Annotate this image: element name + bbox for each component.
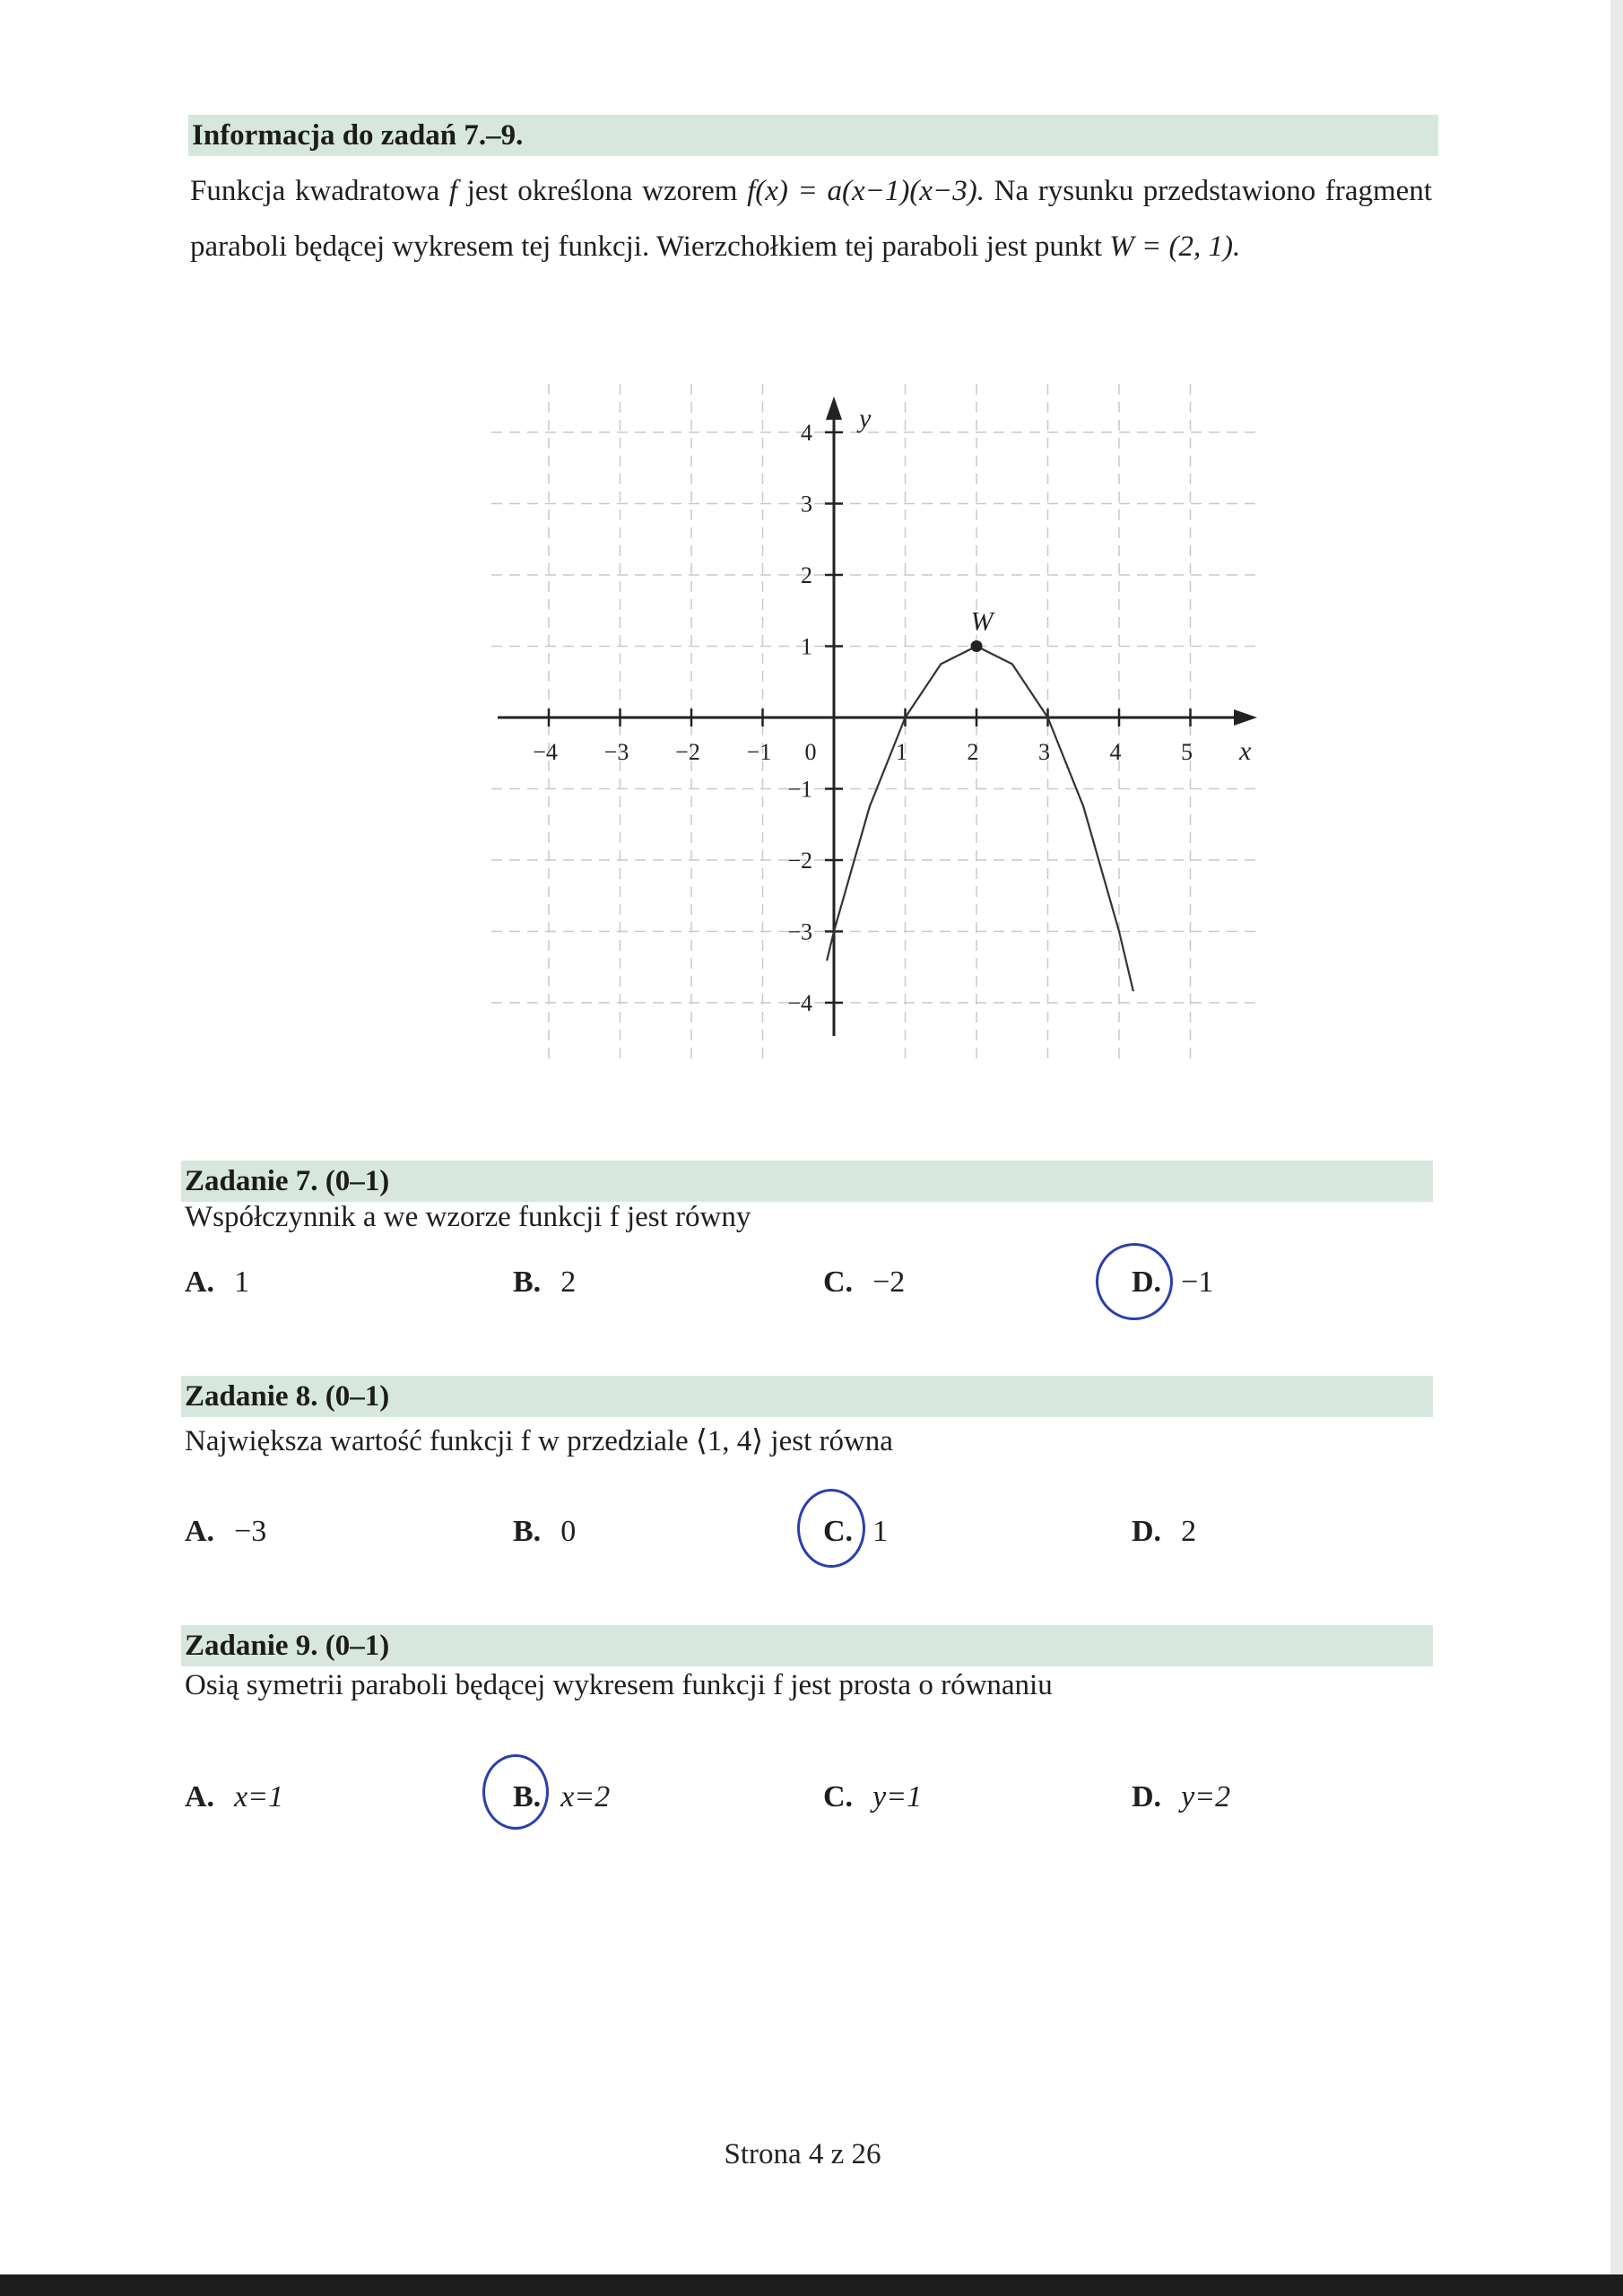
q8-heading: Zadanie 8. (0–1) bbox=[181, 1376, 1433, 1417]
grid bbox=[491, 384, 1255, 1058]
answer-mark-circle bbox=[482, 1754, 549, 1830]
y-tick-label: 1 bbox=[801, 633, 812, 660]
option-value: y=2 bbox=[1181, 1780, 1231, 1813]
x-tick-label: −2 bbox=[675, 739, 700, 765]
q8-option-d[interactable] bbox=[1132, 1512, 1196, 1552]
y-axis-label: y bbox=[859, 404, 872, 433]
y-tick-label: 4 bbox=[801, 420, 812, 446]
x-tick-label: 4 bbox=[1109, 739, 1122, 765]
option-letter: D. bbox=[1132, 1515, 1162, 1548]
q8-option-b[interactable] bbox=[513, 1512, 576, 1552]
option-letter: D. bbox=[1132, 1265, 1162, 1299]
x-tick-label: 1 bbox=[896, 739, 907, 765]
q7-option-a[interactable] bbox=[185, 1263, 249, 1302]
scan-edge bbox=[0, 2274, 1623, 2296]
option-value: 1 bbox=[234, 1265, 250, 1299]
option-letter: A. bbox=[185, 1265, 215, 1299]
q9-heading: Zadanie 9. (0–1) bbox=[181, 1625, 1433, 1666]
x-tick-label: 2 bbox=[967, 739, 979, 765]
q9-option-c[interactable] bbox=[823, 1778, 922, 1817]
option-value: 1 bbox=[872, 1515, 889, 1548]
option-value: x=2 bbox=[560, 1780, 611, 1813]
x-tick-label: 3 bbox=[1038, 739, 1050, 765]
vertex-point bbox=[971, 640, 983, 652]
q7-heading: Zadanie 7. (0–1) bbox=[181, 1161, 1433, 1202]
page-footer: Strona 4 z 26 bbox=[724, 2138, 881, 2170]
q8-option-a[interactable] bbox=[185, 1512, 266, 1552]
x-tick-label: 0 bbox=[804, 739, 817, 765]
parabola-curve bbox=[827, 647, 1133, 992]
answer-mark-circle bbox=[1096, 1243, 1173, 1320]
vertex-definition: W = (2, 1). bbox=[1109, 230, 1241, 263]
info-heading: Informacja do zadań 7.–9. bbox=[188, 115, 1438, 156]
parabola-chart bbox=[484, 377, 1273, 1067]
option-letter: B. bbox=[513, 1515, 542, 1548]
y-tick-label: −2 bbox=[787, 848, 812, 874]
vertex-label: W bbox=[970, 606, 994, 637]
option-letter: C. bbox=[823, 1265, 854, 1299]
y-tick-label: −4 bbox=[787, 990, 812, 1016]
x-axis-label: x bbox=[1239, 736, 1252, 766]
option-value: 2 bbox=[560, 1265, 577, 1299]
q7-option-b[interactable] bbox=[513, 1263, 576, 1302]
option-value: −2 bbox=[872, 1265, 906, 1299]
q7-question: Współczynnik a we wzorze funkcji f jest równy bbox=[185, 1201, 751, 1233]
y-tick-label: −1 bbox=[787, 776, 812, 803]
q9-option-a[interactable] bbox=[185, 1778, 283, 1817]
q9-question: Osią symetrii paraboli będącej wykresem funkcji f jest prosta o równaniu bbox=[185, 1669, 1053, 1701]
q7-option-c[interactable] bbox=[823, 1263, 905, 1302]
axes bbox=[498, 396, 1257, 1036]
curve bbox=[827, 640, 1133, 991]
option-letter: C. bbox=[823, 1780, 854, 1813]
option-letter: D. bbox=[1132, 1780, 1162, 1813]
formula: f(x) = a(x−1)(x−3). bbox=[747, 175, 985, 207]
option-value: y=1 bbox=[872, 1780, 923, 1813]
option-letter: A. bbox=[185, 1780, 215, 1813]
q9-option-d[interactable] bbox=[1132, 1778, 1230, 1817]
x-axis-arrow bbox=[1234, 709, 1257, 726]
x-tick-label: 5 bbox=[1181, 739, 1193, 765]
y-tick-label: 3 bbox=[801, 491, 812, 517]
y-axis-arrow bbox=[826, 396, 842, 420]
y-tick-label: −3 bbox=[787, 918, 812, 945]
scan-edge bbox=[1610, 0, 1623, 2296]
info-text-3: Na rysunku przedstawiono fragment paraboli będącej wykresem tej funkcji. Wierzchołkiem tej paraboli jest punkt bbox=[190, 175, 1432, 263]
option-value: −1 bbox=[1181, 1265, 1214, 1299]
option-value: 2 bbox=[1181, 1515, 1197, 1548]
labels bbox=[533, 404, 1252, 1016]
option-value: 0 bbox=[560, 1515, 577, 1548]
answer-mark-circle bbox=[797, 1489, 865, 1568]
option-letter: C. bbox=[823, 1515, 854, 1548]
y-tick-label: 2 bbox=[801, 562, 812, 588]
info-paragraph bbox=[190, 163, 1432, 274]
q8-question: Największa wartość funkcji f w przedziale ⟨1, 4⟩ jest równa bbox=[185, 1425, 893, 1457]
x-tick-label: −4 bbox=[533, 739, 558, 765]
x-tick-label: −3 bbox=[603, 739, 629, 765]
option-value: x=1 bbox=[234, 1780, 284, 1813]
info-text-1: Funkcja kwadratowa bbox=[190, 175, 440, 207]
option-letter: B. bbox=[513, 1265, 542, 1299]
x-tick-label: −1 bbox=[746, 739, 772, 765]
option-value: −3 bbox=[234, 1515, 267, 1548]
info-text-2: jest określona wzorem bbox=[466, 175, 738, 207]
option-letter: A. bbox=[185, 1515, 215, 1548]
function-name: f bbox=[448, 175, 458, 207]
option-letter: B. bbox=[513, 1780, 542, 1813]
